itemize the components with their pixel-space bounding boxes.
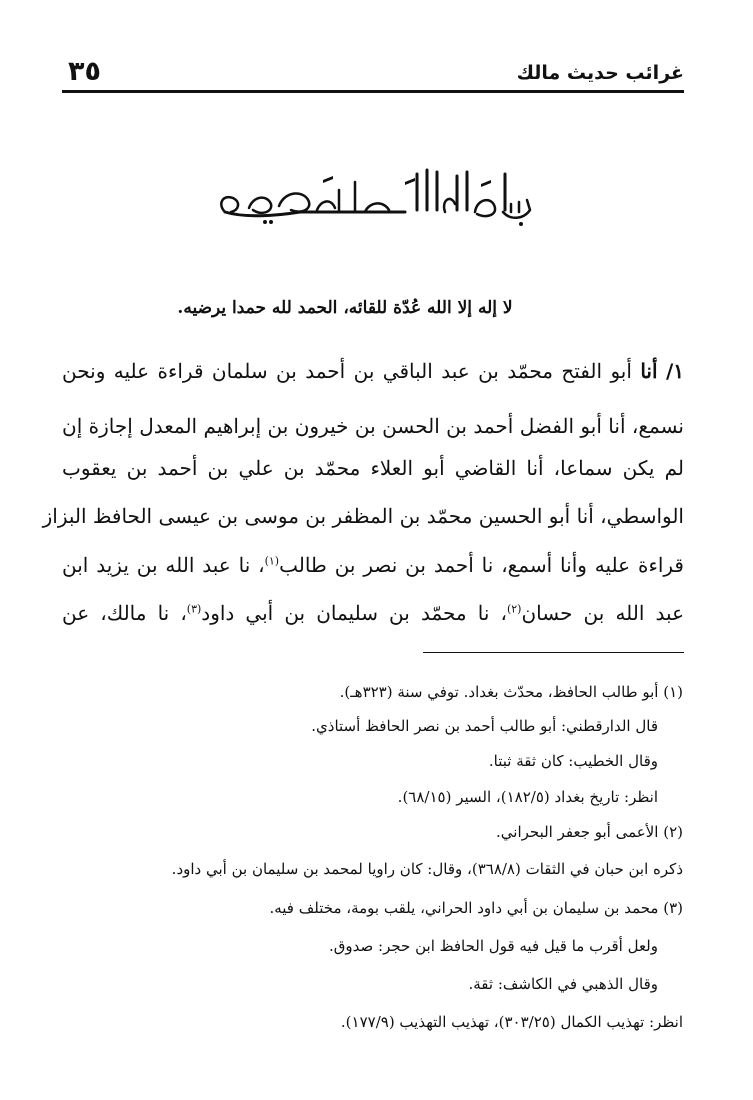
footnote-3-line-4: انظر: تهذيب الكمال (٣٠٣/٢٥)، تهذيب التهذيب (١٧٧/٩).	[340, 1013, 683, 1031]
hadith-line-6	[62, 601, 684, 625]
footnote-3: (٣) محمد بن سليمان بن أبي داود الحراني، يلقب بومة، مختلف فيه.	[269, 899, 683, 917]
footnote-ref-1[interactable]: (١)	[264, 554, 280, 568]
footnote-3-line-2: ولعل أقرب ما قيل فيه قول الحافظ ابن حجر: صدوق.	[329, 937, 658, 955]
line-6-part-b: ، نا محمّد بن سليمان بن أبي داود	[201, 601, 507, 625]
footnote-3-line-3: وقال الذهبي في الكاشف: ثقة.	[468, 975, 658, 993]
line-1-text: أبو الفتح محمّد بن عبد الباقي بن أحمد بن سلمان قراءة عليه ونحن	[62, 359, 632, 383]
page-header	[62, 56, 684, 90]
footnote-1-line-2: قال الدارقطني: أبو طالب أحمد بن نصر الحافظ أستاذي.	[311, 717, 658, 735]
line-5-part-a: قراءة عليه وأنا أسمع، نا أحمد بن نصر بن طالب	[279, 553, 684, 577]
footnote-1-line-3: وقال الخطيب: كان ثقة ثبتا.	[488, 752, 658, 770]
page-number: ٣٥	[68, 56, 101, 87]
footnote-ref-2[interactable]: (٢)	[506, 602, 522, 616]
line-6-part-a: عبد الله بن حسان	[521, 601, 685, 625]
footnote-1: (١) أبو طالب الحافظ، محدّث بغداد. توفي سنة (٣٢٣هـ).	[339, 683, 683, 701]
running-title: غرائب حديث مالك	[516, 62, 684, 84]
hadith-line-4: الواسطي، أنا أبو الحسين محمّد بن المظفر بن موسى بن عيسى الحافظ البزاز	[42, 504, 684, 528]
line-6-part-c: ، نا مالك، عن	[62, 601, 187, 625]
hadith-line-1	[62, 359, 684, 383]
basmala-calligraphy	[205, 160, 545, 230]
opening-praise-line: لا إله إلا الله عُدّة للقائه، الحمد لله حمدا يرضيه.	[177, 298, 513, 318]
footnote-ref-3[interactable]: (٣)	[186, 602, 202, 616]
footnote-1-line-4: انظر: تاريخ بغداد (١٨٢/٥)، السير (٦٨/١٥).	[397, 788, 658, 806]
hadith-number: ١/	[665, 359, 685, 383]
footnote-separator	[423, 652, 684, 653]
hadith-line-3: لم يكن سماعا، أنا القاضي أبو العلاء محمّد بن علي بن أحمد بن يعقوب	[62, 456, 684, 480]
hadith-line-2: نسمع، أنا أبو الفضل أحمد بن الحسن بن خيرون بن إبراهيم المعدل إجازة إن	[62, 414, 684, 438]
narration-marker: أنا	[640, 359, 658, 383]
footnote-2-line-2: ذكره ابن حبان في الثقات (٣٦٨/٨)، وقال: كان راويا لمحمد بن سليمان بن أبي داود.	[171, 860, 683, 878]
line-5-part-b: ، نا عبد الله بن يزيد ابن	[62, 553, 265, 577]
header-rule	[62, 90, 684, 93]
footnote-2: (٢) الأعمى أبو جعفر البحراني.	[496, 823, 683, 841]
hadith-line-5	[62, 553, 684, 577]
